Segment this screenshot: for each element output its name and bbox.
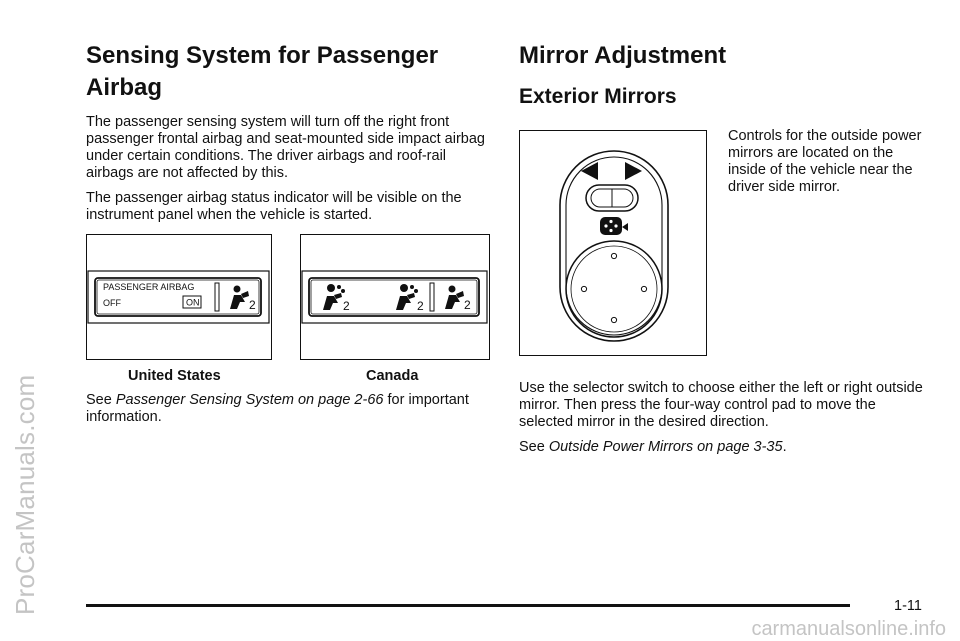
canada-seat-number-2: 2 bbox=[417, 299, 424, 313]
see-prefix-mirrors: See bbox=[519, 439, 549, 455]
label-united-states: United States bbox=[128, 368, 221, 384]
mirror-icon bbox=[600, 217, 628, 235]
mirror-control-illustration bbox=[520, 131, 705, 354]
label-canada: Canada bbox=[366, 368, 419, 384]
us-seat-number: 2 bbox=[249, 298, 256, 312]
canada-indicator-illustration bbox=[301, 235, 488, 358]
figure-canada bbox=[300, 234, 490, 360]
page-number: 1-11 bbox=[894, 598, 922, 614]
see-link-sensing[interactable]: Passenger Sensing System on page 2-66 bbox=[115, 392, 384, 408]
mirror-instructions bbox=[519, 380, 929, 456]
four-way-control-pad[interactable] bbox=[566, 241, 662, 337]
see-reference-sensing bbox=[86, 392, 490, 426]
arrow-left-icon bbox=[581, 162, 598, 180]
mirror-control-figure bbox=[519, 130, 707, 356]
see-prefix: See bbox=[86, 392, 116, 408]
paragraph-sensing-1: The passenger sensing system will turn off the right front passenger frontal airbag and seat-mounted side impact airbag under certain conditions. The driver airbags and roof-rail airbags are not affected by this. bbox=[86, 114, 485, 181]
see-suffix: for important information. bbox=[86, 392, 469, 425]
paragraph-sensing-2: The passenger airbag status indicator will be visible on the instrument panel when the vehicle is started. bbox=[86, 190, 462, 223]
footer-rule bbox=[86, 604, 850, 607]
canada-seat-icon-2 bbox=[396, 284, 418, 310]
left-column bbox=[86, 40, 490, 426]
canada-seat-number-1: 2 bbox=[343, 299, 350, 313]
us-on-label: ON bbox=[186, 297, 200, 308]
heading-mirror-adjustment: Mirror Adjustment bbox=[519, 42, 727, 69]
see-reference-mirrors bbox=[519, 439, 929, 456]
right-column bbox=[519, 40, 929, 455]
heading-sensing-system: Sensing System for Passenger Airbag bbox=[86, 42, 439, 101]
us-off-label: OFF bbox=[103, 298, 121, 308]
figure-united-states bbox=[86, 234, 272, 360]
us-seat-person-icon bbox=[230, 286, 249, 310]
paragraph-mirror-usage: Use the selector switch to choose either the left or right outside mirror. Then press the four-way control pad to move the selected mirror in the desired direction. bbox=[519, 380, 923, 430]
us-indicator-title: PASSENGER AIRBAG bbox=[103, 282, 195, 292]
canada-seat-number-3: 2 bbox=[464, 298, 471, 312]
selector-switch[interactable] bbox=[586, 185, 638, 211]
canada-seat-icon-3 bbox=[445, 286, 464, 310]
side-watermark: ProCarManuals.com bbox=[10, 374, 40, 615]
see-link-mirrors[interactable]: Outside Power Mirrors on page 3-35 bbox=[548, 439, 783, 455]
subheading-exterior-mirrors: Exterior Mirrors bbox=[519, 85, 677, 108]
see-suffix-mirrors: . bbox=[782, 439, 787, 455]
us-indicator-illustration bbox=[87, 235, 270, 358]
canada-seat-icon-1 bbox=[323, 284, 345, 310]
bottom-watermark: carmanualsonline.info bbox=[751, 618, 946, 640]
mirror-controls-description: Controls for the outside power mirrors are located on the inside of the vehicle near the driver side mirror. bbox=[728, 128, 922, 195]
indicator-figures bbox=[86, 234, 490, 386]
